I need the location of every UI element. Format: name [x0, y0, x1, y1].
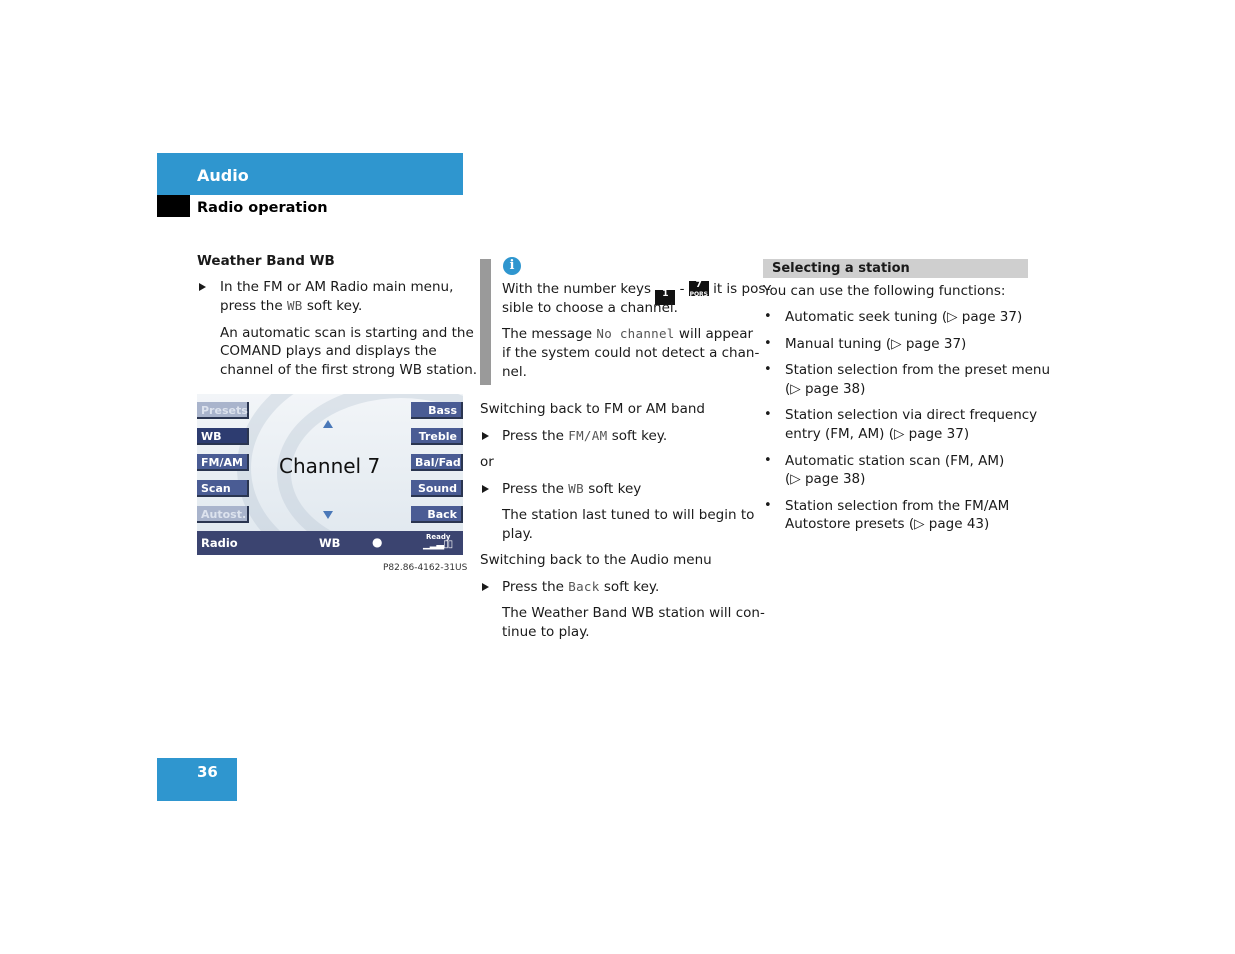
bullet-icon: • — [764, 453, 772, 468]
step4: Press the Back soft key. — [502, 579, 660, 595]
info1-line2: sible to choose a channel. — [502, 300, 678, 316]
info-sidebar — [480, 259, 491, 385]
step-arrow-icon — [482, 583, 489, 591]
list-item: Automatic seek tuning (▷ page 37) — [785, 309, 1023, 325]
bullet-icon: • — [764, 309, 772, 324]
signal-strength-icon: ▁▂▃▯▯ — [423, 539, 453, 550]
softkey-bal-fad[interactable]: Bal/Fad — [411, 454, 463, 471]
status-bar — [197, 531, 463, 555]
step1-line2: press the WB soft key. — [220, 298, 363, 314]
info2-line2: if the system could not detect a chan- — [502, 345, 760, 361]
status-band: WB — [319, 536, 341, 550]
list-item: Station selection via direct frequency — [785, 407, 1038, 423]
list-item: Automatic station scan (FM, AM) — [785, 453, 1005, 469]
result1-line2: COMAND plays and displays the — [220, 343, 437, 359]
bullet-icon: • — [764, 336, 772, 351]
softkey-bass[interactable]: Bass — [411, 402, 463, 419]
section-marker — [157, 195, 190, 217]
info2-line3: nel. — [502, 364, 527, 380]
disc-icon: ● — [372, 535, 383, 549]
softkey-back-label: Back — [568, 579, 600, 594]
or-text: or — [480, 454, 494, 470]
step2: Press the FM/AM soft key. — [502, 428, 668, 444]
softkey-autostore[interactable]: Autost. — [197, 506, 249, 523]
result4-line2: tinue to play. — [502, 624, 590, 640]
softkey-wb-label: WB — [286, 298, 303, 313]
channel-down-icon[interactable] — [323, 511, 333, 519]
heading-weather-band: Weather Band WB — [197, 253, 335, 269]
result1-line3: channel of the first strong WB station. — [220, 362, 478, 378]
softkey-fm-am[interactable]: FM/AM — [197, 454, 249, 471]
status-source: Radio — [201, 536, 238, 550]
info1-line1: With the number keys 1 - 7 PQRS it is pos- — [502, 280, 770, 305]
info2-line1: The message No channel will appear — [502, 326, 754, 342]
radio-display — [197, 394, 463, 555]
heading-back-fm-am: Switching back to FM or AM band — [480, 401, 705, 417]
info-icon: i — [503, 257, 521, 275]
softkey-wb-label: WB — [568, 481, 584, 496]
chapter-title: Audio — [197, 166, 249, 185]
result4-line1: The Weather Band WB station will con- — [502, 605, 765, 621]
list-item: Manual tuning (▷ page 37) — [785, 336, 967, 352]
softkey-scan[interactable]: Scan — [197, 480, 249, 497]
page-number: 36 — [197, 763, 218, 781]
softkey-back[interactable]: Back — [411, 506, 463, 523]
list-item-cont: entry (FM, AM) (▷ page 37) — [785, 426, 970, 442]
status-ready: Ready — [426, 533, 451, 541]
bullet-icon: • — [764, 362, 772, 377]
softkey-sound[interactable]: Sound — [411, 480, 463, 497]
section-title: Radio operation — [197, 200, 328, 216]
result3-line1: The station last tuned to will begin to — [502, 507, 755, 523]
list-item: Station selection from the preset menu — [785, 362, 1051, 378]
result1-line1: An automatic scan is starting and the — [220, 325, 474, 341]
channel-readout: Channel 7 — [279, 454, 381, 478]
list-item-cont: (▷ page 38) — [785, 381, 866, 397]
message-no-channel: No channel — [596, 326, 675, 341]
figure-id: P82.86-4162-31US — [383, 563, 468, 573]
softkey-presets[interactable]: Presets — [197, 402, 249, 419]
step-arrow-icon — [199, 283, 206, 291]
list-item-cont: Autostore presets (▷ page 43) — [785, 516, 990, 532]
heading-back-audio: Switching back to the Audio menu — [480, 552, 712, 568]
number-key-7: 7 PQRS — [689, 280, 709, 298]
softkey-treble[interactable]: Treble — [411, 428, 463, 445]
section-header: Selecting a station — [772, 261, 910, 276]
list-item: Station selection from the FM/AM — [785, 498, 1010, 514]
step-arrow-icon — [482, 485, 489, 493]
result3-line2: play. — [502, 526, 533, 542]
bullet-icon: • — [764, 407, 772, 422]
step-arrow-icon — [482, 432, 489, 440]
softkey-wb[interactable]: WB — [197, 428, 249, 445]
number-key-1: 1 — [655, 290, 675, 305]
step1-line1: In the FM or AM Radio main menu, — [220, 279, 454, 295]
softkey-fm-am-label: FM/AM — [568, 428, 608, 443]
bullet-icon: • — [764, 498, 772, 513]
step3: Press the WB soft key — [502, 481, 642, 497]
channel-up-icon[interactable] — [323, 420, 333, 428]
intro-text: You can use the following functions: — [763, 283, 1006, 299]
list-item-cont: (▷ page 38) — [785, 471, 866, 487]
